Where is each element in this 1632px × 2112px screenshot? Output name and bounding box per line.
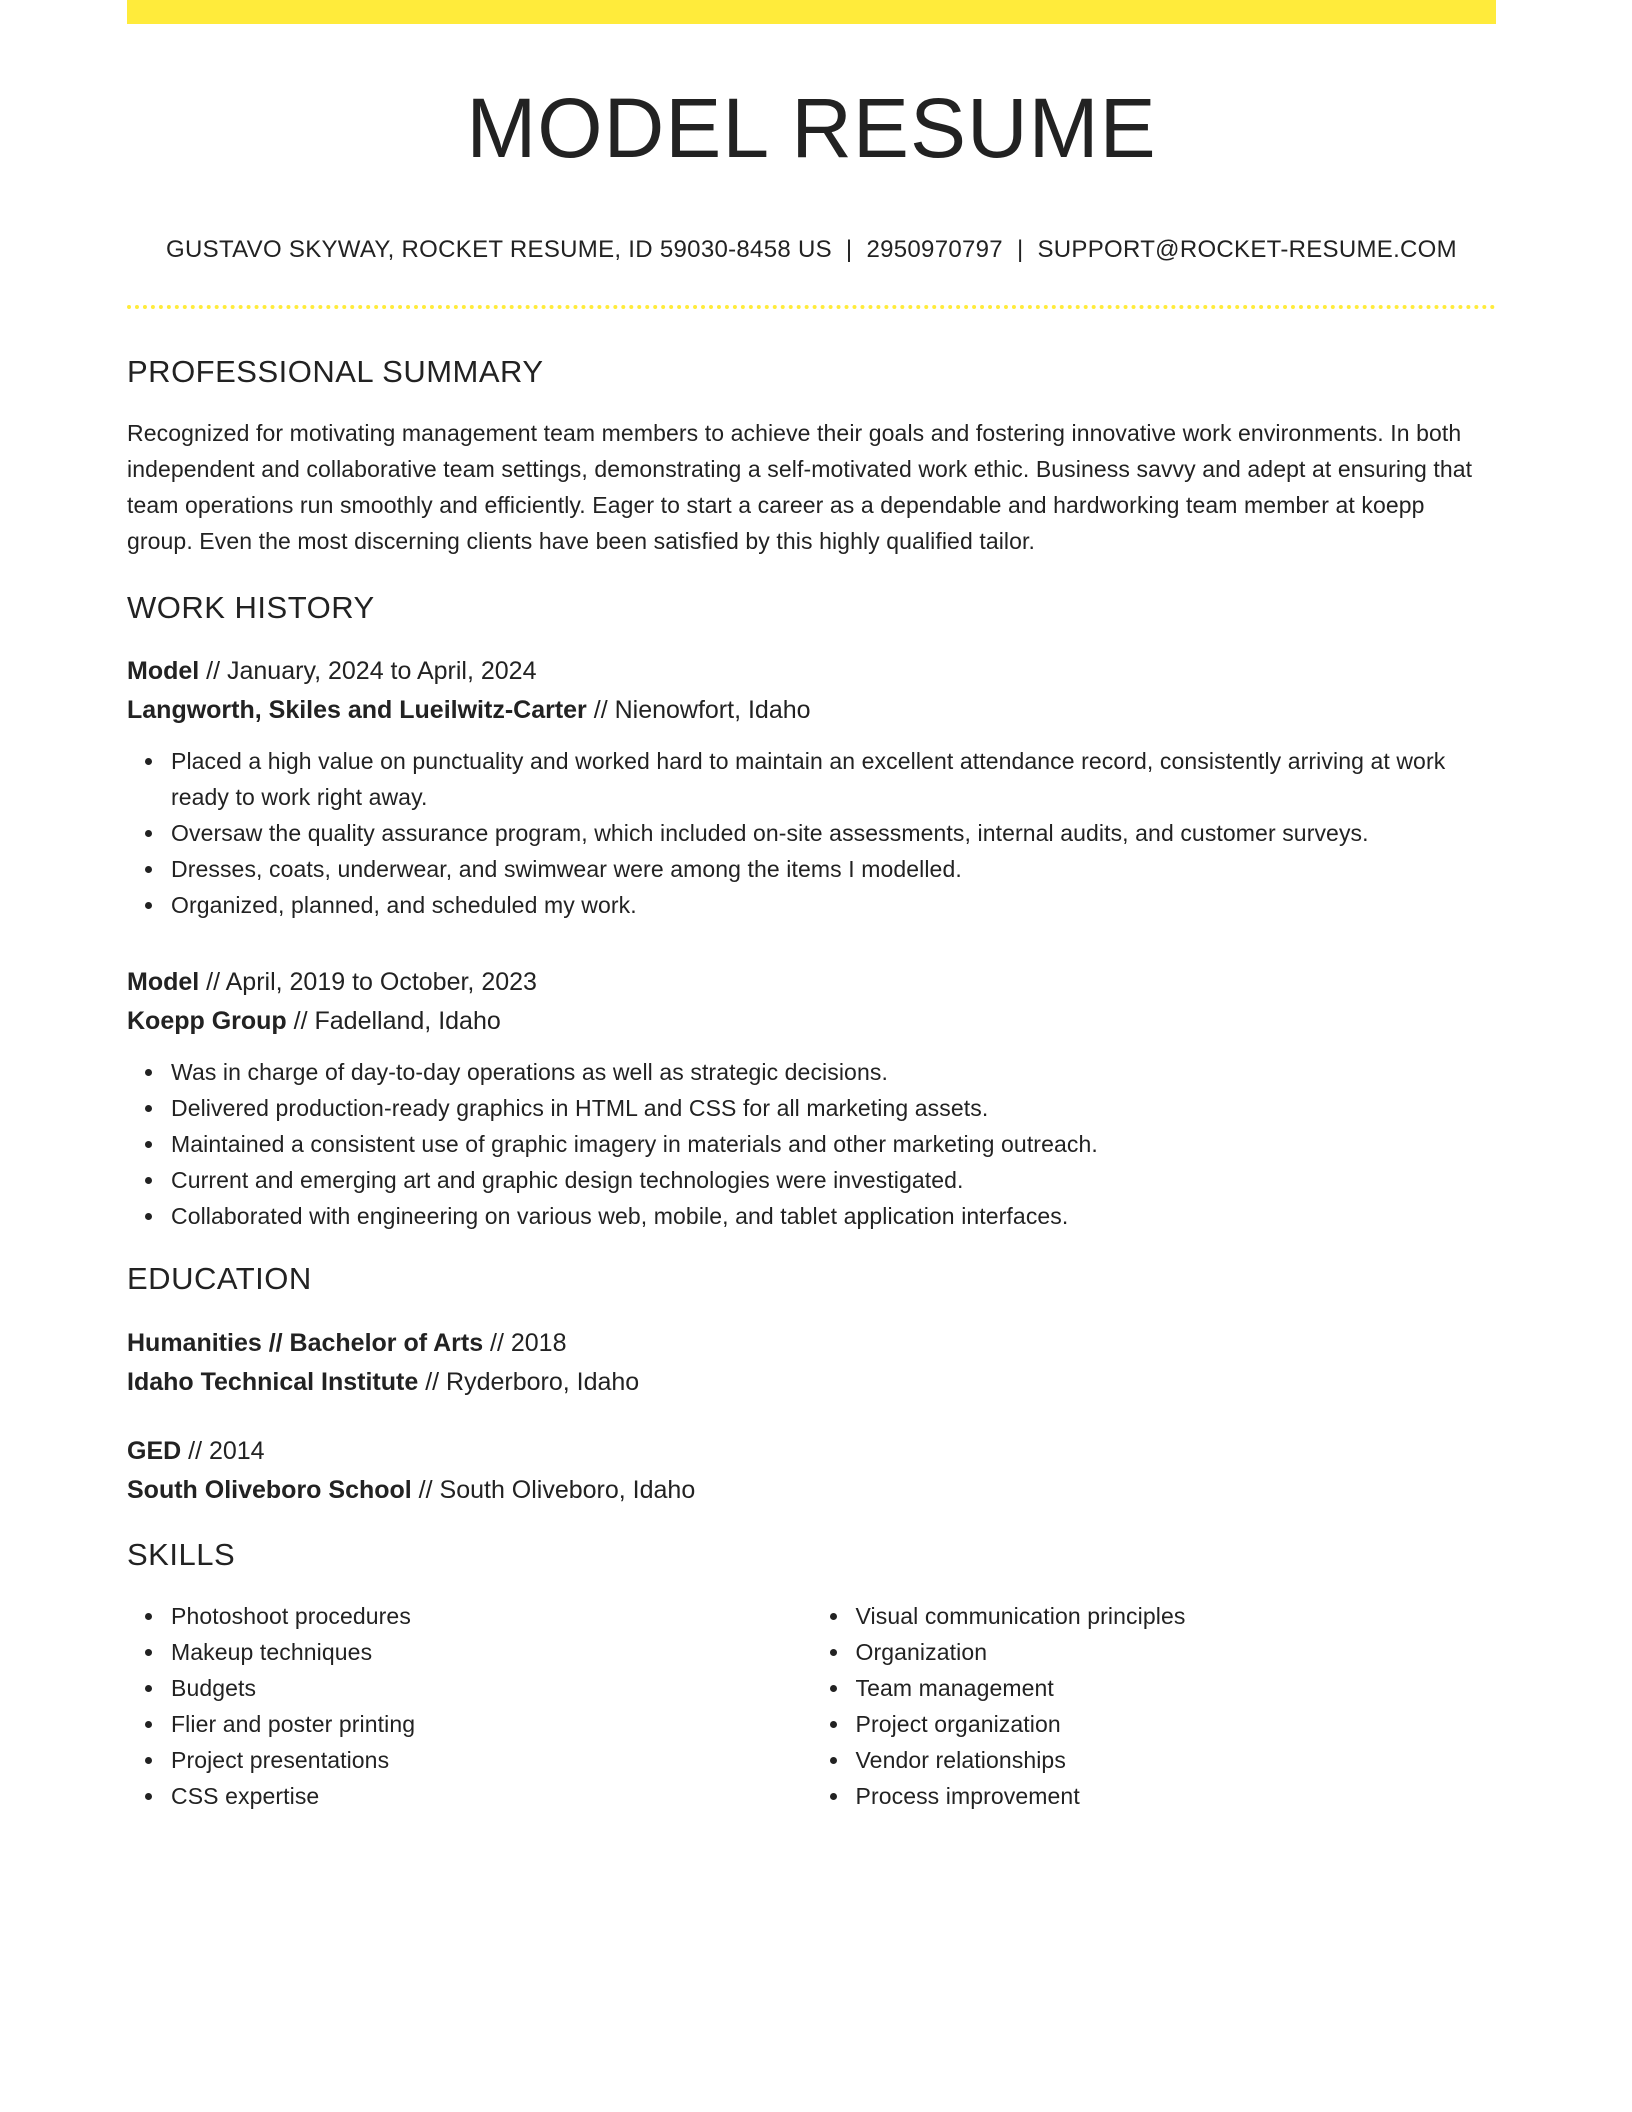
summary-text: Recognized for motivating management team members to achieve their goals and fostering innovative work environments. In both independent and collaborative team settings, demonstrating a self-motivated work ethic. Business savvy and adept at ensuring that team operations run smoothly and efficiently. Eager to start a career as a dependable and hardworking team member at koepp group. Even the most discerning clients have been satisfied by this highly qualified tailor.: [127, 419, 1473, 554]
skills-heading: SKILLS: [127, 1537, 236, 1573]
education-degree: GED: [127, 1437, 182, 1466]
job-role-line: [127, 963, 1496, 1002]
education-degree-line: [127, 1324, 1496, 1363]
skill-item: Flier and poster printing: [171, 1706, 812, 1742]
skill-item: Photoshoot procedures: [171, 1598, 812, 1634]
job-bullet: Current and emerging art and graphic design technologies were investigated.: [171, 1162, 1496, 1198]
skill-item: Vendor relationships: [856, 1742, 1497, 1778]
job-entry: [127, 963, 1496, 1234]
skill-item: Makeup techniques: [171, 1634, 812, 1670]
job-bullet: Placed a high value on punctuality and worked hard to maintain an excellent attendance record, consistently arriving at work ready to work right away.: [171, 743, 1496, 815]
job-dates: // January, 2024 to April, 2024: [199, 657, 537, 686]
job-entry: [127, 652, 1496, 923]
job-bullet: Maintained a consistent use of graphic imagery in materials and other marketing outreach.: [171, 1126, 1496, 1162]
job-bullets: [127, 1054, 1496, 1234]
skills-list-left: [127, 1598, 812, 1814]
contact-address: GUSTAVO SKYWAY, ROCKET RESUME, ID 59030-8458 US: [166, 236, 832, 263]
job-company: Koepp Group: [127, 1007, 287, 1036]
skill-item: Team management: [856, 1670, 1497, 1706]
job-bullet: Delivered production-ready graphics in HTML and CSS for all marketing assets.: [171, 1090, 1496, 1126]
contact-separator: |: [1016, 236, 1024, 263]
skill-item: Budgets: [171, 1670, 812, 1706]
education-degree-line: [127, 1432, 1496, 1471]
job-company: Langworth, Skiles and Lueilwitz-Carter: [127, 696, 587, 725]
education-location: // South Oliveboro, Idaho: [411, 1476, 696, 1505]
job-bullet: Organized, planned, and scheduled my work.: [171, 887, 1496, 923]
education-school: Idaho Technical Institute: [127, 1368, 419, 1397]
education-school-line: [127, 1471, 1496, 1510]
job-bullet: Dresses, coats, underwear, and swimwear were among the items I modelled.: [171, 851, 1496, 887]
skills-list-right: [812, 1598, 1497, 1814]
accent-top-bar: [127, 0, 1496, 24]
job-bullet: Collaborated with engineering on various web, mobile, and tablet application interfaces.: [171, 1198, 1496, 1234]
job-company-line: [127, 691, 1496, 730]
job-role: Model: [127, 968, 200, 997]
education-degree: Humanities // Bachelor of Arts: [127, 1329, 484, 1358]
contact-phone[interactable]: 2950970797: [866, 236, 1003, 263]
job-bullet: Oversaw the quality assurance program, which included on-site assessments, internal audits, and customer surveys.: [171, 815, 1496, 851]
resume-title: MODEL RESUME: [466, 81, 1157, 175]
skill-item: Project presentations: [171, 1742, 812, 1778]
job-role-line: [127, 652, 1496, 691]
job-bullet: Was in charge of day-to-day operations as well as strategic decisions.: [171, 1054, 1496, 1090]
skills-columns: [127, 1598, 1496, 1814]
skill-item: Organization: [856, 1634, 1497, 1670]
skill-item: Project organization: [856, 1706, 1497, 1742]
contact-separator: |: [845, 236, 853, 263]
contact-email[interactable]: SUPPORT@ROCKET-RESUME.COM: [1037, 236, 1457, 263]
resume-page: [127, 0, 1496, 1814]
job-location: // Nienowfort, Idaho: [586, 696, 811, 725]
education-location: // Ryderboro, Idaho: [418, 1368, 640, 1397]
education-school: South Oliveboro School: [127, 1476, 412, 1505]
work-history-heading: WORK HISTORY: [127, 589, 375, 625]
summary-heading: PROFESSIONAL SUMMARY: [127, 353, 544, 389]
job-dates: // April, 2019 to October, 2023: [199, 968, 537, 997]
education-year: // 2018: [483, 1329, 567, 1358]
education-entry: [127, 1324, 1496, 1402]
job-role: Model: [127, 657, 200, 686]
education-school-line: [127, 1363, 1496, 1402]
job-company-line: [127, 1002, 1496, 1041]
skill-item: CSS expertise: [171, 1778, 812, 1814]
education-entry: [127, 1432, 1496, 1510]
skill-item: Process improvement: [856, 1778, 1497, 1814]
education-year: // 2014: [181, 1437, 265, 1466]
dotted-divider: [127, 305, 1496, 309]
skill-item: Visual communication principles: [856, 1598, 1497, 1634]
contact-line: [127, 236, 1496, 265]
education-heading: EDUCATION: [127, 1261, 312, 1297]
job-bullets: [127, 743, 1496, 923]
job-location: // Fadelland, Idaho: [286, 1007, 501, 1036]
